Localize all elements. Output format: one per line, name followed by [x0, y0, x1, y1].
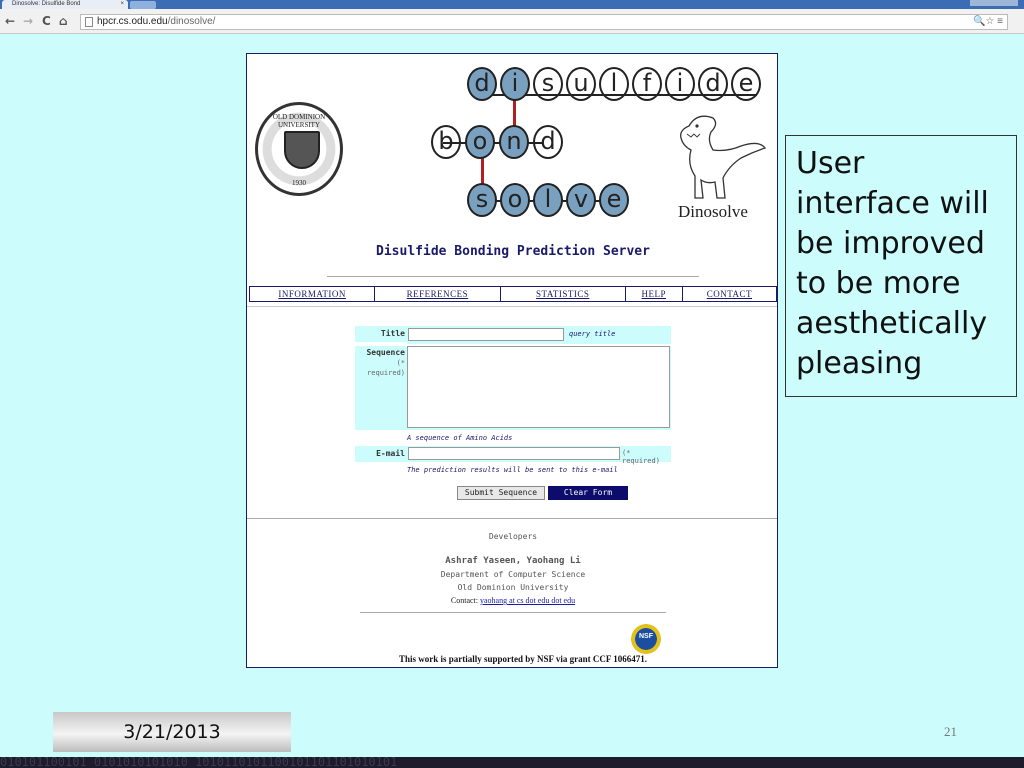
server-title: Disulfide Bonding Prediction Server	[376, 244, 650, 259]
url-host: hpcr.cs.odu.edu	[97, 16, 168, 27]
contact-email-link[interactable]: yaohang at cs dot edu dot edu	[480, 596, 576, 605]
logo-letter: b	[431, 125, 461, 159]
divider	[327, 276, 699, 277]
bookmark-star-icon[interactable]: 🔍☆ ≡	[972, 16, 1003, 27]
sequence-textarea[interactable]	[407, 346, 670, 428]
divider	[247, 518, 778, 519]
nav-information[interactable]: INFORMATION	[250, 287, 375, 301]
nsf-logo	[627, 620, 665, 658]
email-required: (* required)	[622, 449, 660, 465]
slide-page-number: 21	[944, 724, 957, 739]
dinosolve-label: Dinosolve	[678, 202, 748, 221]
divider	[360, 612, 666, 613]
sequence-row	[355, 346, 673, 430]
title-label: Title	[355, 326, 407, 342]
sequence-label: Sequence	[366, 348, 405, 357]
logo-letter: l	[533, 183, 563, 217]
nav-statistics[interactable]: STATISTICS	[501, 287, 626, 301]
browser-tab-strip	[0, 0, 1024, 9]
logo-letter: s	[533, 67, 563, 101]
title-hint: query title	[569, 330, 616, 338]
logo-letter: l	[599, 67, 629, 101]
email-row	[355, 446, 673, 465]
slide-date: 3/21/2013	[53, 712, 291, 752]
logo-letter: o	[500, 183, 530, 217]
decorative-binary-bar: 010101100101 0101010101010 1010110101100101101101010101	[0, 757, 1024, 768]
nav-help[interactable]: HELP	[626, 287, 683, 301]
page-icon	[85, 17, 93, 27]
window-controls[interactable]	[970, 0, 1018, 6]
home-icon[interactable]: ⌂	[59, 14, 68, 28]
dinosaur-icon	[667, 106, 767, 216]
logo-letter: d	[533, 125, 563, 159]
email-field-box	[407, 446, 671, 465]
contact-label: Contact:	[450, 596, 478, 605]
developer-univ: Old Dominion University	[457, 583, 569, 592]
seal-year: 1930	[292, 179, 306, 187]
dinosolve-webpage	[246, 53, 778, 668]
nav-contact[interactable]: CONTACT	[706, 289, 753, 299]
email-hint: The prediction results will be sent to this e-mail	[407, 466, 618, 474]
submit-sequence-button[interactable]: Submit Sequence	[457, 486, 545, 500]
reload-icon[interactable]: C	[42, 14, 51, 28]
callout-text: User interface will be improved to be more aesthetically pleasing	[785, 135, 1017, 397]
logo-letter: f	[632, 67, 662, 101]
address-bar[interactable]	[80, 14, 1008, 30]
email-label: E-mail	[355, 446, 407, 462]
sequence-hint: A sequence of Amino Acids	[407, 434, 513, 442]
logo-letter: d	[698, 67, 728, 101]
logo-letter: s	[467, 183, 497, 217]
browser-toolbar	[0, 9, 1024, 34]
title-field-box	[407, 326, 671, 344]
forward-icon[interactable]: →	[23, 14, 34, 28]
title-input[interactable]	[408, 328, 564, 341]
divider	[247, 306, 778, 307]
sequence-field-box	[407, 346, 671, 430]
tab-close-icon[interactable]: ×	[120, 1, 124, 7]
sequence-required: (* required)	[367, 359, 405, 377]
logo-letter: o	[465, 125, 495, 159]
logo-letter: i	[500, 67, 530, 101]
site-nav	[249, 286, 777, 302]
logo-letter: n	[499, 125, 529, 159]
email-input[interactable]	[408, 447, 620, 460]
back-icon[interactable]: ←	[5, 14, 16, 28]
logo-letter: e	[731, 67, 761, 101]
logo-letter: u	[566, 67, 596, 101]
browser-tab[interactable]	[2, 0, 128, 9]
title-row	[355, 326, 673, 344]
new-tab-button[interactable]	[130, 1, 156, 9]
developer-names: Ashraf Yaseen, Yaohang Li	[445, 556, 581, 566]
tab-title: Dinosolve: Disulfide Bond	[12, 1, 81, 7]
url-path: /dinosolve/	[167, 16, 216, 27]
nsf-support-text: This work is partially supported by NSF via grant CCF 1066471.	[398, 654, 648, 664]
developers-heading: Developers	[488, 532, 538, 541]
logo-letter: e	[599, 183, 629, 217]
seal-text: OLD DOMINION UNIVERSITY	[272, 113, 326, 129]
nav-references[interactable]: REFERENCES	[375, 287, 500, 301]
logo-letter: d	[467, 67, 497, 101]
nsf-logo-text: NSF	[639, 633, 653, 640]
clear-form-button[interactable]: Clear Form	[548, 486, 628, 500]
sequence-label-box	[355, 346, 407, 430]
contact-line	[247, 596, 778, 605]
logo-letter: v	[566, 183, 596, 217]
logo-letter: i	[665, 67, 695, 101]
developer-dept: Department of Computer Science	[440, 570, 586, 579]
